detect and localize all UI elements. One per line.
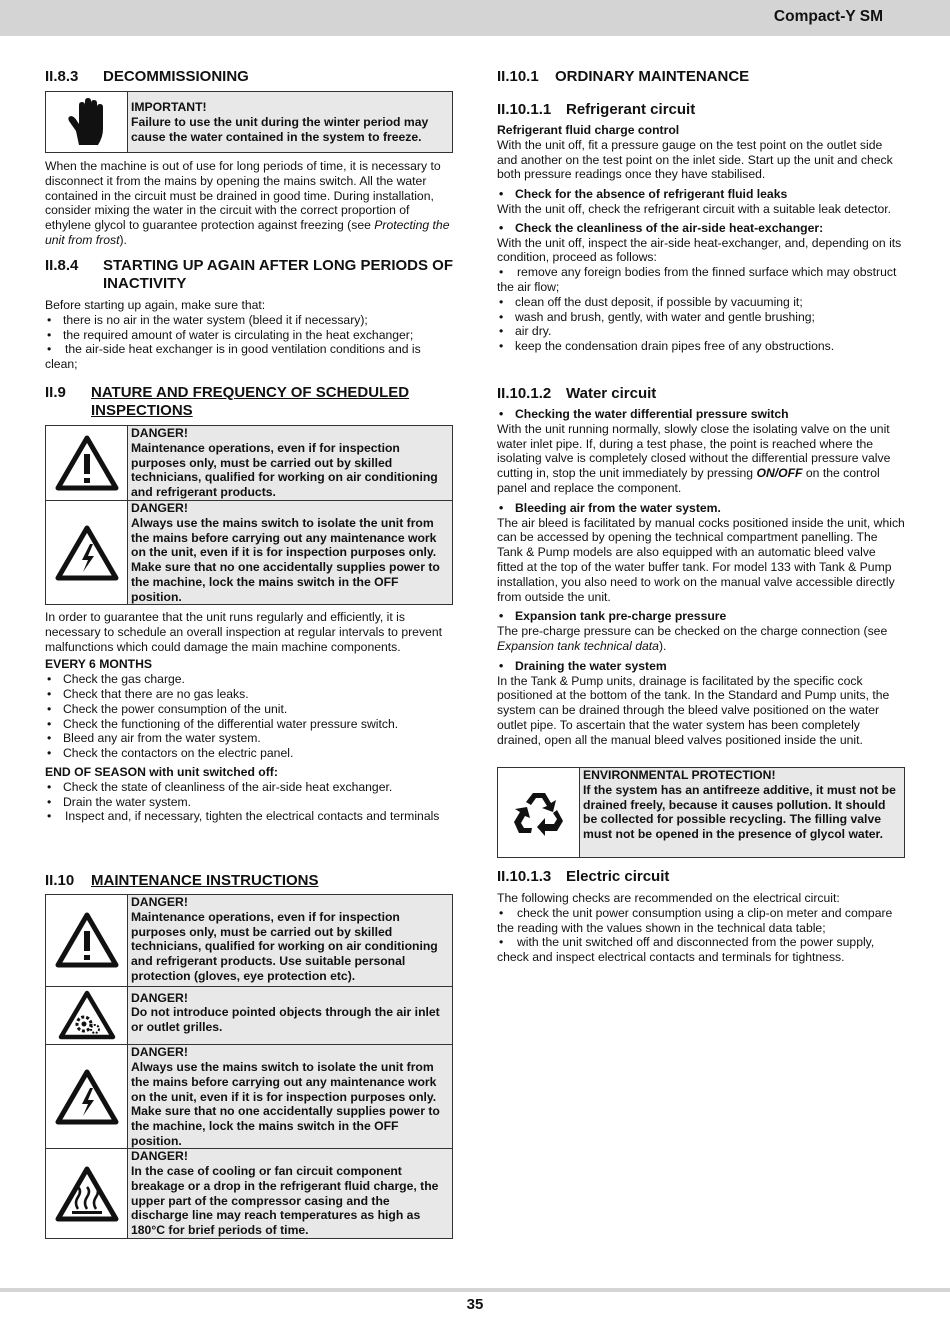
icon-cell xyxy=(46,987,128,1045)
danger-body: Always use the mains switch to isolate the unit from the mains before carrying out any maintenance work on the unit, even if it is for inspection purposes only. Make sure that no one accidentally supplies power to the machine, lock the mains switch in the OFF position. xyxy=(131,515,440,604)
heading-electric-circuit xyxy=(497,868,905,886)
notice-label: IMPORTANT! xyxy=(131,100,207,114)
footer-divider xyxy=(0,1288,950,1292)
section-title: Water circuit xyxy=(566,385,657,402)
inspection-content xyxy=(45,610,453,824)
danger-body: Maintenance operations, even if for inspection purposes only, must be carried out by skilled technicians, qualified for working on air conditioning and refrigerant products. xyxy=(131,440,438,500)
section-number: II.8.3 xyxy=(45,68,79,85)
list-item: • air dry. xyxy=(497,324,905,339)
leaks-text: With the unit off, check the refrigerant circuit with a suitable leak detector. xyxy=(497,201,892,216)
danger-label: DANGER! xyxy=(131,1045,188,1060)
section-title: MAINTENANCE INSTRUCTIONS xyxy=(91,872,319,889)
list-item: • Check the gas charge. xyxy=(45,672,453,687)
list-item: • Draining the water system xyxy=(497,659,905,674)
danger-body: In the case of cooling or fan circuit component breakage or a drop in the refrigerant fluid charge, the upper part of the compressor casing and the discharge line may reach temperatures as high as 180°C for brief periods of time. xyxy=(131,1164,439,1238)
list-item: • Bleed any air from the water system. xyxy=(45,731,453,746)
environmental-body: If the system has an antifreeze additive, it must not be drained freely, because it causes pollution. It should be collected for possible recycling. The filling valve must not be opened in the presence of glycol water. xyxy=(583,782,896,842)
section-number: II.10.1.2 xyxy=(497,385,552,402)
end-of-season-list xyxy=(45,780,453,824)
document-title: Compact-Y SM xyxy=(773,8,883,25)
electric-shock-icon xyxy=(54,524,120,582)
starting-up-content xyxy=(45,298,453,372)
section-title: STARTING UP AGAIN AFTER LONG PERIODS OF INACTIVITY xyxy=(103,257,454,292)
section-title: Electric circuit xyxy=(566,868,670,885)
startup-checklist xyxy=(45,313,453,372)
danger-text xyxy=(128,501,452,604)
intro-text: Before starting up again, make sure that: xyxy=(45,298,266,312)
heading-scheduled-inspections xyxy=(45,384,453,420)
list-item: • clean off the dust deposit, if possible by vacuuming it; xyxy=(497,295,905,310)
list-item: • Check the contactors on the electric panel. xyxy=(45,746,453,761)
danger-body: Always use the mains switch to isolate the unit from the mains before carrying out any maintenance work on the unit, even if it is for inspection purposes only. Make sure that no one accidentally supplies power to the machine, lock the mains switch in the OFF position. xyxy=(131,1060,440,1148)
danger-row xyxy=(46,986,452,1045)
recycle-icon xyxy=(511,787,567,839)
refrigerant-circuit-content xyxy=(497,123,905,354)
danger-body: Do not introduce pointed objects through the air inlet or outlet grilles. xyxy=(131,1005,440,1035)
danger-label: DANGER! xyxy=(131,990,188,1005)
charge-control-text: With the unit off, fit a pressure gauge on the test point on the outlet side and another on the test point on the inlet side. Start up the unit and check both pressure readings once they have stabilised. xyxy=(497,137,893,182)
heading-starting-up-again xyxy=(45,257,453,293)
page-number: 35 xyxy=(466,1296,484,1313)
icon-cell xyxy=(46,1149,128,1238)
section-title: Refrigerant circuit xyxy=(566,101,696,118)
decommissioning-paragraph: When the machine is out of use for long periods of time, it is necessary to disconnect it from the mains by opening the mains switch. All the water contained in the circuit must be drained in good time. During installation, consider mixing the water in the circuit with the correct proportion of ethylene glycol to guarantee protection against freezing (see Protecting the unit from frost). xyxy=(45,159,450,247)
list-item: • Check the cleanliness of the air-side heat-exchanger: xyxy=(497,221,905,236)
section-title: NATURE AND FREQUENCY OF SCHEDULED INSPECTIONS xyxy=(91,384,410,419)
list-item: • there is no air in the water system (bleed it if necessary); xyxy=(45,313,453,328)
environmental-label: ENVIRONMENTAL PROTECTION! xyxy=(583,768,776,782)
icon-cell xyxy=(46,1045,128,1148)
charge-control-title: Refrigerant fluid charge control xyxy=(497,123,680,137)
section-number: II.10.1 xyxy=(497,68,539,85)
intro-text: The following checks are recommended on the electrical circuit: xyxy=(497,891,840,905)
list-item: • Checking the water differential pressure switch xyxy=(497,407,905,422)
danger-body: Maintenance operations, even if for inspection purposes only, must be carried out by skilled technicians, qualified for working on air conditioning and refrigerant products. Use suitable personal protection (gloves, eye protection etc). xyxy=(131,909,438,983)
danger-label: DANGER! xyxy=(131,1149,188,1164)
section-number: II.10.1.1 xyxy=(497,101,552,118)
danger-row xyxy=(46,895,452,986)
list-item: • Expansion tank pre-charge pressure xyxy=(497,609,905,624)
water-circuit-content xyxy=(497,407,905,748)
section-number: II.10 xyxy=(45,872,75,889)
heading-refrigerant-circuit xyxy=(497,101,905,119)
section-number: II.10.1.3 xyxy=(497,868,552,885)
list-item: • Bleeding air from the water system. xyxy=(497,501,905,516)
danger-label: DANGER! xyxy=(131,501,188,515)
exclamation-warning-icon xyxy=(54,911,120,969)
inspection-danger-box xyxy=(45,425,453,605)
list-item: • Check for the absence of refrigerant fluid leaks xyxy=(497,187,905,202)
clean-text: With the unit off, inspect the air-side heat-exchanger, and, depending on its condition, proceed as follows: xyxy=(497,235,902,265)
list-item: • Check the state of cleanliness of the air-side heat exchanger. xyxy=(45,780,453,795)
list-item: • remove any foreign bodies from the finned surface which may obstruct the air flow; xyxy=(497,265,905,295)
heading-decommissioning xyxy=(45,68,453,86)
exp-text: The pre-charge pressure can be checked on the charge connection (see Expansion tank technical data). xyxy=(497,624,888,653)
important-notice-box xyxy=(45,91,453,153)
icon-cell xyxy=(46,92,128,152)
list-item: • Check that there are no gas leaks. xyxy=(45,687,453,702)
maintenance-danger-box xyxy=(45,894,453,1239)
list-item: • keep the condensation drain pipes free of any obstructions. xyxy=(497,339,905,354)
danger-row xyxy=(46,426,452,500)
list-item: • with the unit switched off and disconnected from the power supply, check and inspect electrical contacts and terminals for tightness. xyxy=(497,935,905,965)
list-item: • check the unit power consumption using a clip-on meter and compare the reading with the values shown in the technical data table; xyxy=(497,906,905,936)
section-number: II.8.4 xyxy=(45,257,79,274)
icon-cell xyxy=(46,426,128,500)
every-6-months-list xyxy=(45,672,453,761)
danger-label: DANGER! xyxy=(131,895,188,909)
danger-row xyxy=(46,1044,452,1148)
danger-text xyxy=(128,1045,452,1148)
rotating-fan-warning-icon xyxy=(57,989,117,1041)
section-title: DECOMMISSIONING xyxy=(103,68,249,85)
danger-text xyxy=(128,895,452,986)
heading-maintenance-instructions xyxy=(45,872,453,890)
end-of-season-title: END OF SEASON with unit switched off: xyxy=(45,764,278,779)
hot-surface-icon xyxy=(54,1165,120,1223)
drain-text: In the Tank & Pump units, drainage is facilitated by the specific cock positioned at the bottom of the tank. In the Standard and Pump units, the system can be drained through the bleed valve positioned on the water outlet pipe. To ascertain that the water system has been completely drained, open all the manual bleed valves positioned inside the unit. xyxy=(497,673,890,747)
notice-body: Failure to use the unit during the winter period may cause the water contained in the system to freeze. xyxy=(131,114,429,144)
list-item: • Inspect and, if necessary, tighten the electrical contacts and terminals xyxy=(45,809,453,824)
hand-stop-icon xyxy=(66,97,108,147)
list-item: • the required amount of water is circulating in the heat exchanger; xyxy=(45,328,453,343)
list-item: • the air-side heat exchanger is in good ventilation conditions and is clean; xyxy=(45,342,453,372)
heading-water-circuit xyxy=(497,385,905,403)
icon-cell xyxy=(498,768,580,857)
list-item: • Check the power consumption of the unit. xyxy=(45,702,453,717)
exclamation-warning-icon xyxy=(54,434,120,492)
heading-ordinary-maintenance xyxy=(497,68,905,86)
section-title: ORDINARY MAINTENANCE xyxy=(555,68,750,85)
electric-circuit-content xyxy=(497,891,905,965)
danger-label: DANGER! xyxy=(131,426,188,440)
clean-steps-list xyxy=(497,265,905,354)
dp-text: With the unit running normally, slowly close the isolating valve on the unit water inlet pipe. If, during a test phase, the point is reached where the isolating valve is completely closed without the differential pressure valve cutting in, stop the unit immediately by pressing ON/OFF on the control panel and replace the component. xyxy=(497,421,891,495)
page-header xyxy=(0,0,950,36)
inspection-paragraph: In order to guarantee that the unit runs regularly and efficiently, it is necessary to schedule an overall inspection at regular intervals to prevent malfunctions which could damage the main machine components. xyxy=(45,610,442,654)
section-number: II.9 xyxy=(45,384,66,401)
list-item: • Check the functioning of the differential water pressure switch. xyxy=(45,717,453,732)
environmental-protection-box xyxy=(497,767,905,858)
list-item: • Drain the water system. xyxy=(45,795,453,810)
electric-checks-list xyxy=(497,906,905,965)
danger-text xyxy=(128,987,452,1045)
danger-row xyxy=(46,1148,452,1238)
bleed-text: The air bleed is facilitated by manual cocks positioned inside the unit, which can be accessed by opening the technical compartment panelling. The Tank & Pump models are also equipped with an automatic bleed valve fitted at the top of the water buffer tank. For model 133 with Tank & Pump installation, you also need to work on the manual valve accessible directly from outside the unit. xyxy=(497,515,905,604)
icon-cell xyxy=(46,501,128,604)
list-item: • wash and brush, gently, with water and gentle brushing; xyxy=(497,310,905,325)
notice-text xyxy=(128,92,452,152)
environmental-text xyxy=(580,768,904,857)
every-6-months-title: EVERY 6 MONTHS xyxy=(45,657,153,672)
icon-cell xyxy=(46,895,128,986)
danger-row xyxy=(46,500,452,604)
danger-text xyxy=(128,1149,452,1238)
electric-shock-icon xyxy=(54,1068,120,1126)
danger-text xyxy=(128,426,452,500)
